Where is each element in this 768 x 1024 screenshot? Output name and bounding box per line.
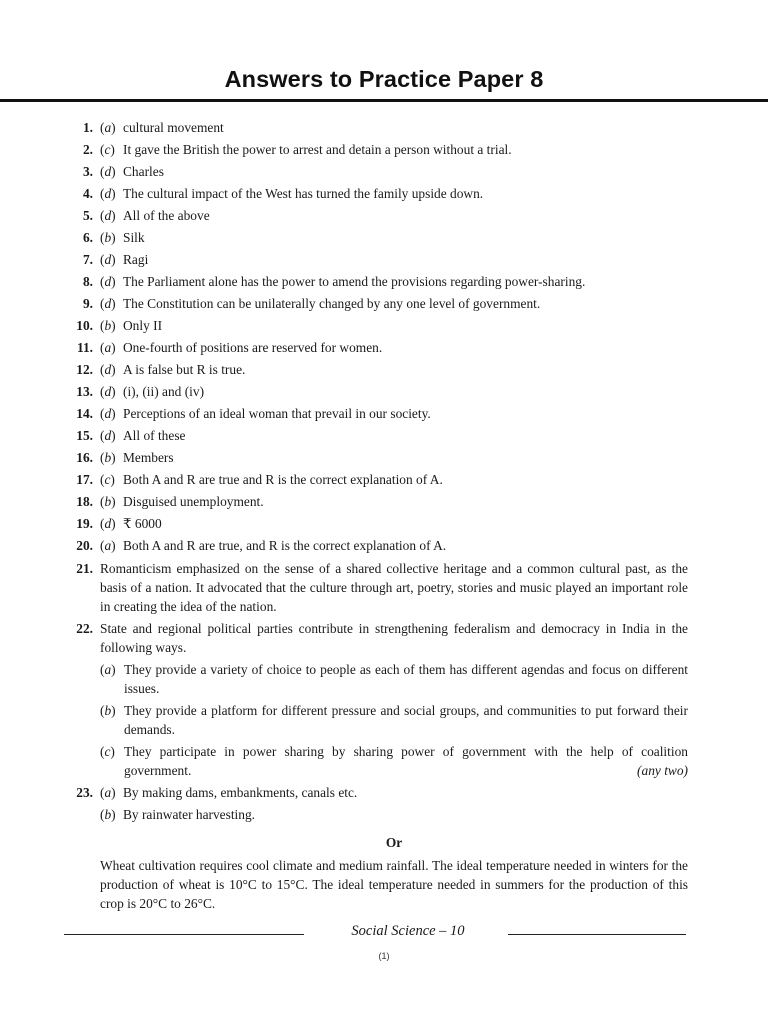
answer-text: Silk <box>123 230 145 245</box>
or-separator: Or <box>385 835 403 850</box>
any-two-note: (any two) <box>637 763 688 778</box>
sub-point: (b) They provide a platform for different pressure and social groups, and communities to put forward their demands. <box>100 703 688 737</box>
answer-number: 5. <box>82 208 93 223</box>
answer-text: Disguised unemployment. <box>123 494 264 509</box>
answer-item <box>0 227 768 249</box>
answer-number: 11. <box>77 340 93 355</box>
answer-option: (d) <box>100 164 116 179</box>
answer-item-21 <box>0 557 768 616</box>
answer-option: (b) <box>100 494 116 509</box>
answer-text: All of these <box>123 428 186 443</box>
sub-point-text: They provide a variety of choice to people as each of them has different agendas and focus on different issues. <box>124 662 688 696</box>
answer-item <box>0 117 768 139</box>
answer-item <box>0 425 768 447</box>
answer-text: ₹ 6000 <box>123 516 162 531</box>
answer-text: All of the above <box>123 208 210 223</box>
page-number: (1) <box>378 951 390 961</box>
answer-text: Ragi <box>123 252 149 267</box>
answer-number: 9. <box>82 296 93 311</box>
sub-point: (a) They provide a variety of choice to people as each of them has different agendas and focus on different issues. <box>100 662 688 696</box>
answer-option: (d) <box>100 208 116 223</box>
answer-option: (a) <box>100 120 116 135</box>
answer-text: cultural movement <box>123 120 224 135</box>
answer-number: 23. <box>76 785 93 800</box>
answer-option: (d) <box>100 362 116 377</box>
answer-option: (b) <box>100 450 116 465</box>
answer-option: (b) <box>100 807 116 822</box>
answer-item <box>0 293 768 315</box>
answer-number: 18. <box>76 494 93 509</box>
answer-option: (d) <box>100 252 116 267</box>
answer-number: 12. <box>76 362 93 377</box>
answer-text: One-fourth of positions are reserved for women. <box>123 340 383 355</box>
answer-number: 6. <box>82 230 93 245</box>
answer-item <box>0 513 768 535</box>
answer-item <box>0 447 768 469</box>
answer-number: 8. <box>82 274 93 289</box>
footer <box>64 921 686 941</box>
answer-item <box>0 469 768 491</box>
footer-subject: Social Science – 10 <box>308 921 508 941</box>
answer-option: (c) <box>100 142 115 157</box>
answer-item <box>0 535 768 557</box>
answer-item <box>0 359 768 381</box>
answer-number: 17. <box>76 472 93 487</box>
answer-option: (d) <box>100 406 116 421</box>
alternative-answer-text: Wheat cultivation requires cool climate and medium rainfall. The ideal temperature needed in winters for the production of wheat is 10°C to 15°C. The ideal temperature needed in summers for the production of this crop is 20°C to 26°C. <box>100 858 688 911</box>
answer-option: (d) <box>100 274 116 289</box>
answer-item <box>0 161 768 183</box>
answer-number: 2. <box>82 142 93 157</box>
answer-item <box>0 381 768 403</box>
answer-number: 20. <box>76 538 93 553</box>
answer-text: Both A and R are true, and R is the correct explanation of A. <box>123 538 447 553</box>
answer-number: 21. <box>76 561 93 576</box>
answer-item <box>0 249 768 271</box>
answer-option: (a) <box>100 538 116 553</box>
answer-number: 10. <box>76 318 93 333</box>
answer-number: 1. <box>82 120 93 135</box>
answer-text: By making dams, embankments, canals etc. <box>123 785 358 800</box>
answer-item-22 <box>0 616 768 657</box>
answer-option: (a) <box>100 785 116 800</box>
answer-number: 7. <box>82 252 93 267</box>
title-rule <box>0 99 768 102</box>
answer-number: 13. <box>76 384 93 399</box>
answer-text: (i), (ii) and (iv) <box>123 384 205 399</box>
page-title: Answers to Practice Paper 8 <box>224 66 544 92</box>
answer-item-23b <box>0 804 768 826</box>
answer-item <box>0 315 768 337</box>
answer-item <box>0 337 768 359</box>
answer-number: 14. <box>76 406 93 421</box>
sub-point-text: They participate in power sharing by sharing power of government with the help of coalition government. <box>124 744 688 778</box>
answer-option: (d) <box>100 516 116 531</box>
sub-point: (c) They participate in power sharing by sharing power of government with the help of coalition government. (any two) <box>100 744 688 778</box>
answer-text: The Parliament alone has the power to amend the provisions regarding power-sharing. <box>123 274 586 289</box>
answer-item <box>0 271 768 293</box>
answer-option: (b) <box>100 318 116 333</box>
answer-text: State and regional political parties contribute in strengthening federalism and democracy in India in the following ways. <box>100 621 688 655</box>
answer-item <box>0 183 768 205</box>
answer-text: The Constitution can be unilaterally changed by any one level of government. <box>123 296 541 311</box>
answer-text: Members <box>123 450 174 465</box>
answer-number: 16. <box>76 450 93 465</box>
answer-number: 4. <box>82 186 93 201</box>
answer-number: 3. <box>82 164 93 179</box>
answer-option: (a) <box>100 340 116 355</box>
answer-option: (c) <box>100 472 115 487</box>
answer-text: A is false but R is true. <box>123 362 246 377</box>
answer-item <box>0 205 768 227</box>
answer-text: Both A and R are true and R is the correct explanation of A. <box>123 472 443 487</box>
answer-text: It gave the British the power to arrest and detain a person without a trial. <box>123 142 512 157</box>
answer-text: Charles <box>123 164 164 179</box>
answer-item <box>0 491 768 513</box>
answer-item <box>0 139 768 161</box>
answer-text: By rainwater harvesting. <box>123 807 256 822</box>
answer-number: 15. <box>76 428 93 443</box>
footer-rule-left <box>64 934 304 935</box>
answer-number: 22. <box>76 621 93 636</box>
sub-point-text: They provide a platform for different pressure and social groups, and communities to put forward their demands. <box>124 703 688 737</box>
answer-text: Romanticism emphasized on the sense of a shared collective heritage and a common cultural past, as the basis of a nation. It advocated that the culture through art, poetry, stories and music played an important role in creating the idea of the nation. <box>100 561 688 614</box>
answer-option: (d) <box>100 296 116 311</box>
answer-item-23 <box>0 780 768 804</box>
answer-text: Perceptions of an ideal woman that prevail in our society. <box>123 406 431 421</box>
answer-option: (d) <box>100 428 116 443</box>
answer-text: The cultural impact of the West has turned the family upside down. <box>123 186 484 201</box>
answer-option: (d) <box>100 384 116 399</box>
answer-option: (d) <box>100 186 116 201</box>
answer-item <box>0 403 768 425</box>
answer-number: 19. <box>76 516 93 531</box>
answer-text: Only II <box>123 318 163 333</box>
answer-list <box>0 117 768 913</box>
answer-option: (b) <box>100 230 116 245</box>
